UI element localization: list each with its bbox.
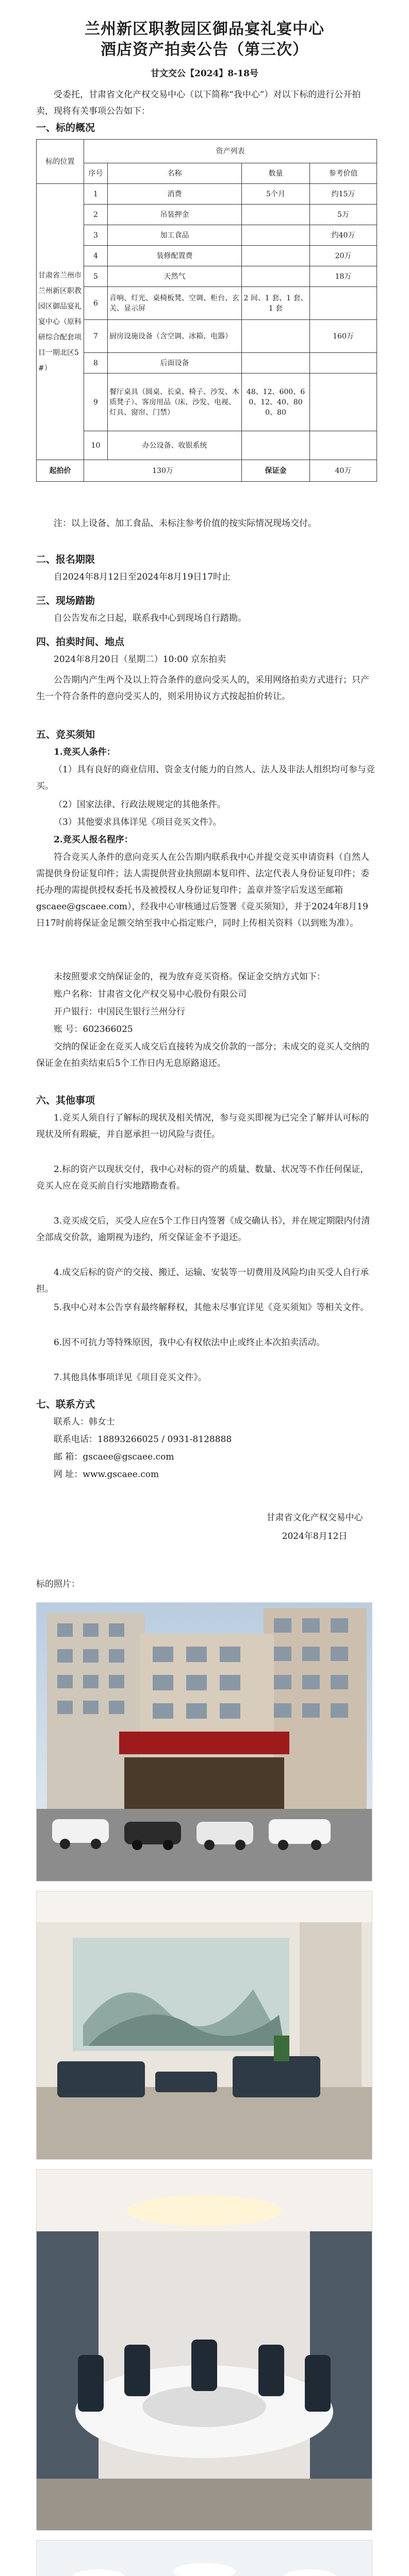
cell-qty <box>242 205 310 225</box>
table-header-location: 标的位置 <box>37 140 84 184</box>
page-title-line-2: 酒店资产拍卖公告（第三次） <box>101 41 308 59</box>
cell-ref <box>310 374 377 431</box>
table-row <box>37 374 377 431</box>
cell-ref: 5万 <box>310 205 377 225</box>
section-6-para: 6.因不可抗力等特殊原因，我中心有权依法中止或终止本次拍卖活动。 <box>54 1337 325 1348</box>
section-4-body-2: 公告期内产生两个及以上符合条件的意向受买人的，采用网络拍卖方式进行；只产生一个符合条件的意向受买人的，则采用协议方式按起拍价转让。 <box>36 675 369 702</box>
section-heading-4: 四、拍卖时间、地点 <box>36 636 125 648</box>
cell-no: 1 <box>84 184 108 205</box>
cell-qty <box>242 225 310 246</box>
cell-name: 吊装押金 <box>108 205 242 225</box>
photo-lobby-interior <box>36 1891 372 2160</box>
section-5-para: （3）其他要求具体详见《项目竞买文件》。 <box>54 817 222 827</box>
section-heading-5: 五、竞买须知 <box>36 729 95 740</box>
section-5-para: 符合竞买人条件的意向竞买人在公告期内联系我中心并提交竞买申请资料（自然人需提供身份证复印件；法人需提供营业执照副本复印件、法定代表人身份证复印件；委托办理的需提供授权委托书及被授权人身份证复印件；盖章并签字后发送至邮箱gscaee@gscaee.com），经我中心审核通过后签署《竞买须知》，并于2024年8月19日17时前将保证金足额交纳至我中心指定账户，同时上传相关资料（以到账为准）。 <box>36 852 369 928</box>
start-price-label: 起拍价 <box>37 460 84 482</box>
table-row <box>37 287 377 320</box>
document-number: 甘文交公【2024】8-18号 <box>151 69 258 79</box>
intro-paragraph: 受委托，甘肃省文化产权交易中心（以下简称“我中心”）对以下标的进行公开拍卖，现将有关事项公告如下： <box>36 90 361 116</box>
table-header-asset-list: 资产列表 <box>84 140 377 163</box>
cell-no: 10 <box>84 431 108 460</box>
table-header-name: 名称 <box>108 163 242 184</box>
contact-email: 邮 箱：gscaee@gscaee.com <box>54 1452 174 1462</box>
cell-no: 9 <box>84 374 108 431</box>
cell-no: 5 <box>84 266 108 287</box>
cell-name: 装修配置费 <box>108 246 242 266</box>
table-header-qty: 数量 <box>242 163 310 184</box>
section-6-para: 7.其他具体事项详见《项目竞买文件》。 <box>54 1372 207 1383</box>
table-row <box>37 225 377 246</box>
signature-org: 甘肃省文化产权交易中心 <box>266 1513 363 1523</box>
asset-table <box>36 139 377 482</box>
cell-qty <box>242 320 310 353</box>
cell-no: 2 <box>84 205 108 225</box>
cell-ref <box>310 287 377 320</box>
table-row-price <box>37 460 377 482</box>
section-heading-3: 三、现场踏勘 <box>36 595 95 606</box>
cell-no: 4 <box>84 246 108 266</box>
photo-private-dining-room <box>36 2169 372 2531</box>
cell-ref: 20万 <box>310 246 377 266</box>
account-number: 账 号：602366025 <box>54 1024 133 1035</box>
account-name: 账户名称：甘肃省文化产权交易中心股份有限公司 <box>54 989 247 999</box>
photo-banquet-hall <box>36 2540 372 2576</box>
cell-qty: 5个月 <box>242 184 310 205</box>
cell-ref: 160万 <box>310 320 377 353</box>
table-row <box>37 353 377 374</box>
cell-name: 加工食品 <box>108 225 242 246</box>
table-row <box>37 205 377 225</box>
section-6-para: 1.竞买人须自行了解标的现状及相关情况，参与竞买即视为已完全了解并认可标的现状及所有瑕疵，并自愿承担一切风险与责任。 <box>36 1113 369 1140</box>
cell-name: 后面设备 <box>108 353 242 374</box>
cell-name: 餐厅桌具（圆桌、长桌、椅子、沙发、木质凳子）、客房用品（床、沙发、电视、灯具、窗帘、门禁） <box>108 374 242 431</box>
table-header-ref: 参考价值 <box>310 163 377 184</box>
cell-qty: 2 间、1 套、1 套、1 套 <box>242 287 310 320</box>
section-5-para: 未按照要求交纳保证金的，视为放弃竞买资格。保证金交纳方式如下： <box>54 972 325 982</box>
account-bank: 开户银行：中国民生银行兰州分行 <box>54 1007 185 1017</box>
deposit-value: 40万 <box>310 460 377 482</box>
table-header-no: 序号 <box>84 163 108 184</box>
cell-ref: 18万 <box>310 266 377 287</box>
section-2-body: 自2024年8月12日至2024年8月19日17时止 <box>54 572 231 582</box>
photo-building-exterior <box>36 1602 372 1882</box>
cell-name: 消费 <box>108 184 242 205</box>
section-heading-7: 七、联系方式 <box>36 1399 95 1410</box>
page-title-line-1: 兰州新区职教园区御品宴礼宴中心 <box>85 20 324 38</box>
cell-qty <box>242 431 310 460</box>
location-cell: 甘肃省兰州市兰州新区职教园区御品宴礼宴中心（原科研综合配套项目一期北区5#） <box>37 184 84 460</box>
section-6-para: 2.标的资产以现状交付，我中心对标的资产的质量、数量、状况等不作任何保证，竞买人应在竞买前自行实地踏勘查看。 <box>36 1164 369 1191</box>
table-row <box>37 320 377 353</box>
section-6-para: 5.我中心对本公告享有最终解释权，其他未尽事宜详见《竞买须知》等相关文件。 <box>54 1302 369 1313</box>
section-4-body-1: 2024年8月20日（星期二）10:00 京东拍卖 <box>54 654 226 665</box>
start-price-value: 130万 <box>84 460 242 482</box>
cell-name: 办公设备、收银系统 <box>108 431 242 460</box>
contact-website: 网 址：www.gscaee.com <box>54 1469 159 1480</box>
contact-phone: 联系电话：18893266025 / 0931-8128888 <box>54 1434 232 1445</box>
section-5-sub-1: 1.竞买人条件： <box>54 747 116 757</box>
section-5-para: （2）国家法律、行政法规规定的其他条件。 <box>54 800 226 810</box>
section-3-body: 自公告发布之日起，联系我中心到现场自行踏勘。 <box>54 613 247 623</box>
cell-no: 3 <box>84 225 108 246</box>
section-heading-1: 一、标的概况 <box>36 122 95 133</box>
table-note: 注：以上设备、加工食品、未标注参考价值的按实际情况现场交付。 <box>54 518 317 529</box>
cell-ref <box>310 353 377 374</box>
cell-name: 厨房设施设备（含空调、冰箱、电器） <box>108 320 242 353</box>
section-heading-6: 六、其他事项 <box>36 1095 95 1106</box>
cell-ref <box>310 431 377 460</box>
cell-qty: 48、12、600、60、12、40、800、80 <box>242 374 310 431</box>
cell-qty <box>242 246 310 266</box>
cell-ref: 约15万 <box>310 184 377 205</box>
cell-no: 6 <box>84 287 108 320</box>
section-5-para: 交纳的保证金在竞买人成交后直接转为成交价款的一部分；未成交的竞买人交纳的保证金在拍卖结束后5个工作日内无息原路退还。 <box>36 1042 369 1069</box>
photos-label: 标的照片： <box>36 1579 80 1589</box>
signature-date: 2024年8月12日 <box>282 1531 348 1541</box>
section-6-para: 4.成交后标的资产的交接、搬迁、运输、安装等一切费用及风险均由买受人自行承担。 <box>36 1267 369 1294</box>
section-heading-2: 二、报名期限 <box>36 554 95 565</box>
table-row <box>37 184 377 205</box>
section-5-para: （1）具有良好的商业信用、资金支付能力的自然人、法人及非法人组织均可参与竞买。 <box>36 765 375 791</box>
table-row <box>37 431 377 460</box>
cell-no: 8 <box>84 353 108 374</box>
section-6-para: 3.竞买成交后，买受人应在5个工作日内签署《成交确认书》，并在规定期限内付清全部成交价款，逾期视为违约，所交保证金不予退还。 <box>36 1216 370 1243</box>
table-row <box>37 246 377 266</box>
section-5-sub-2: 2.竞买人报名程序： <box>54 835 133 845</box>
cell-qty <box>242 353 310 374</box>
cell-ref: 约40万 <box>310 225 377 246</box>
deposit-label: 保证金 <box>242 460 310 482</box>
cell-no: 7 <box>84 320 108 353</box>
cell-name: 天然气 <box>108 266 242 287</box>
contact-person: 联系人：韩女士 <box>54 1417 115 1427</box>
table-row <box>37 266 377 287</box>
cell-qty <box>242 266 310 287</box>
cell-name: 音响、灯光、桌椅板凳、空调、柜台、玄关、显示屏 <box>108 287 242 320</box>
